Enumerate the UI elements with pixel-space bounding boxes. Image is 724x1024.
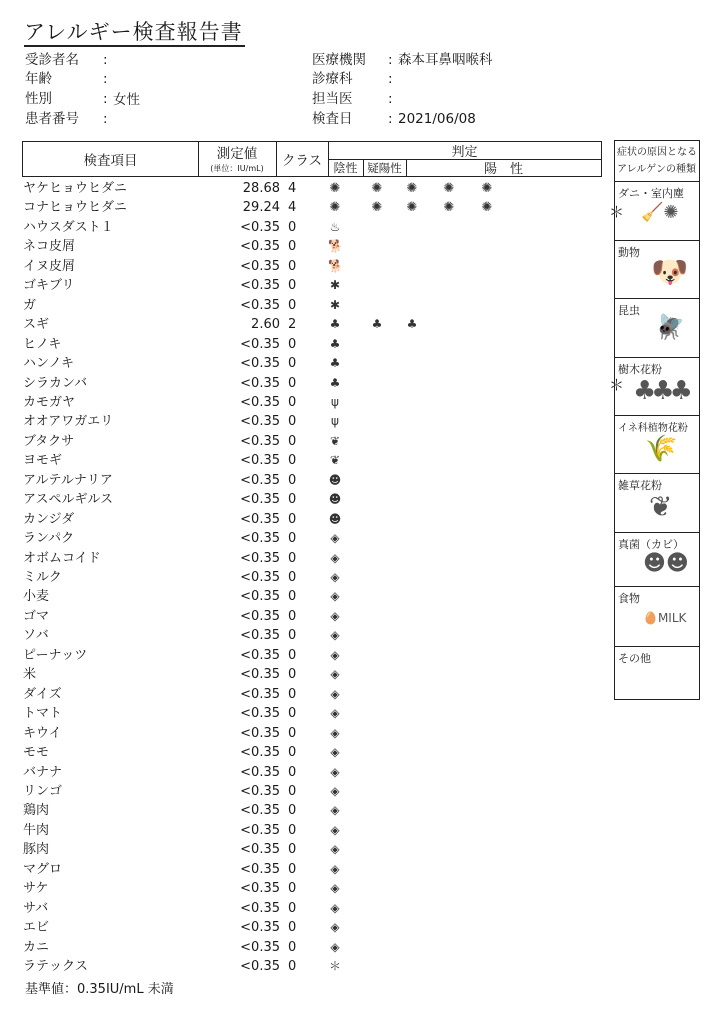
mite-icon: ✺ bbox=[371, 181, 383, 196]
header-negative: 陰性 bbox=[333, 161, 358, 175]
allergen-name: ラテックス bbox=[23, 959, 88, 974]
class-value: 0 bbox=[288, 531, 297, 547]
table-row bbox=[0, 374, 610, 393]
allergen-name: ヨモギ bbox=[23, 453, 63, 469]
allergen-name: コナヒョウヒダニ bbox=[23, 200, 128, 216]
class-value: 0 bbox=[288, 570, 297, 585]
mold-icon: ☻ bbox=[328, 492, 342, 507]
measured-value: <0.35 bbox=[240, 297, 280, 313]
class-value: 0 bbox=[288, 278, 297, 294]
department-sep: : bbox=[388, 71, 393, 87]
table-row bbox=[0, 685, 610, 704]
legend-heading bbox=[615, 141, 699, 181]
allergen-name: 米 bbox=[23, 667, 37, 683]
asterisk-icon: ＊ bbox=[609, 203, 625, 221]
class-value: 2 bbox=[288, 317, 297, 333]
class-value: 0 bbox=[288, 706, 297, 722]
class-value: 0 bbox=[288, 745, 297, 761]
allergen-name: エビ bbox=[23, 920, 50, 936]
class-value: 0 bbox=[288, 394, 297, 410]
allergen-name: ランパク bbox=[23, 531, 75, 547]
insect-icon: ✱ bbox=[329, 278, 341, 293]
allergen-name: ハンノキ bbox=[23, 356, 74, 372]
allergen-name: サケ bbox=[23, 881, 49, 897]
class-value: 0 bbox=[288, 920, 297, 936]
table-row bbox=[0, 938, 610, 957]
class-value: 0 bbox=[288, 686, 297, 702]
mite-icon: ✺ bbox=[481, 181, 493, 196]
table-row bbox=[0, 412, 610, 431]
allergen-name: ゴマ bbox=[23, 608, 50, 624]
class-value: 4 bbox=[288, 181, 297, 196]
table-row bbox=[0, 646, 610, 665]
legend-label: 樹木花粉 bbox=[618, 363, 662, 376]
class-value: 4 bbox=[288, 200, 297, 216]
allergen-name: 豚肉 bbox=[23, 842, 50, 858]
allergen-name: モモ bbox=[23, 745, 50, 761]
food-icon: ◈ bbox=[330, 706, 340, 721]
measured-value: <0.35 bbox=[240, 861, 280, 877]
table-row bbox=[0, 315, 610, 334]
class-value: 0 bbox=[288, 803, 297, 819]
class-value: 0 bbox=[288, 550, 297, 566]
allergen-name: ガ bbox=[23, 297, 37, 313]
food-icon: ◈ bbox=[330, 550, 340, 565]
class-value: 0 bbox=[288, 881, 297, 897]
legend-label: その他 bbox=[618, 652, 651, 665]
measured-value: <0.35 bbox=[240, 881, 280, 897]
class-value: 0 bbox=[288, 725, 297, 741]
class-value: 0 bbox=[288, 433, 297, 449]
class-value: 0 bbox=[288, 472, 297, 488]
legend-label: 動物 bbox=[618, 246, 640, 259]
measured-value: <0.35 bbox=[240, 570, 280, 585]
measured-value: <0.35 bbox=[240, 608, 280, 624]
table-row bbox=[0, 665, 610, 684]
measured-value: <0.35 bbox=[240, 959, 280, 974]
allergen-name: スギ bbox=[23, 317, 50, 333]
table-row bbox=[0, 432, 610, 451]
measured-value: <0.35 bbox=[240, 783, 280, 799]
table-row bbox=[0, 860, 610, 879]
table-row bbox=[0, 179, 610, 198]
measured-value: 29.24 bbox=[242, 200, 280, 216]
measured-value: <0.35 bbox=[240, 667, 280, 683]
allergen-name: ブタクサ bbox=[23, 433, 75, 449]
weed-icon: ❦ bbox=[649, 490, 673, 523]
food-icon: ◈ bbox=[330, 745, 340, 760]
table-row bbox=[0, 529, 610, 548]
table-row bbox=[0, 743, 610, 762]
table-row bbox=[0, 879, 610, 898]
measured-value: <0.35 bbox=[240, 356, 280, 372]
grass-pollen-icon: ψ bbox=[331, 414, 339, 429]
class-value: 0 bbox=[288, 258, 297, 274]
food-icon: ◈ bbox=[330, 686, 340, 701]
allergen-name: キウイ bbox=[23, 725, 62, 741]
class-value: 0 bbox=[288, 589, 297, 605]
asterisk-icon: ＊ bbox=[328, 959, 341, 973]
food-icon: ◈ bbox=[330, 861, 340, 876]
allergen-name: バナナ bbox=[23, 764, 63, 780]
mite-icon: ✺ bbox=[481, 200, 493, 216]
food-icon: ◈ bbox=[330, 667, 340, 682]
class-value: 0 bbox=[288, 861, 297, 877]
measured-value: <0.35 bbox=[240, 511, 280, 527]
table-row bbox=[0, 218, 610, 237]
legend-label: ダニ・室内塵 bbox=[618, 187, 684, 200]
legend-label: イネ科植物花粉 bbox=[618, 423, 688, 434]
class-value: 0 bbox=[288, 414, 297, 430]
department-label: 診療科 bbox=[312, 71, 353, 87]
allergen-name: ヒノキ bbox=[23, 336, 62, 352]
institution-sep: : bbox=[388, 52, 393, 68]
table-row bbox=[0, 782, 610, 801]
food-icon: ◈ bbox=[330, 608, 340, 623]
grass-icon: 🌾 bbox=[645, 434, 678, 464]
mite-icon: ✺ bbox=[329, 200, 341, 216]
table-row bbox=[0, 471, 610, 490]
animal-icon: 🐕 bbox=[328, 258, 343, 273]
tree-icon: ♣♣♣ bbox=[633, 376, 688, 406]
grass-pollen-icon: ψ bbox=[331, 394, 339, 409]
table-row bbox=[0, 840, 610, 859]
allergen-name: オボムコイド bbox=[23, 550, 101, 566]
class-value: 0 bbox=[288, 764, 297, 780]
insect-icon: ✱ bbox=[329, 297, 341, 312]
food-icon: ◈ bbox=[330, 783, 340, 798]
header-class: クラス bbox=[281, 153, 323, 169]
reference-value-note: 基準値：0.35IU/mL 未満 bbox=[25, 982, 174, 997]
mold-icon: ☻☻ bbox=[643, 551, 689, 576]
table-row bbox=[0, 957, 610, 976]
tree-pollen-icon: ♣ bbox=[329, 356, 341, 371]
table-row bbox=[0, 393, 610, 412]
mite-icon: ✺ bbox=[443, 181, 455, 196]
food-milk-icon: 🥚MILK bbox=[643, 611, 687, 625]
table-row bbox=[0, 451, 610, 470]
measured-value: <0.35 bbox=[240, 725, 280, 741]
class-value: 0 bbox=[288, 842, 297, 858]
measured-value: <0.35 bbox=[240, 745, 280, 761]
allergen-legend bbox=[614, 140, 700, 700]
tree-pollen-icon: ♣ bbox=[329, 336, 341, 351]
allergen-name: ピーナッツ bbox=[23, 647, 88, 663]
legend-section-grass-pollen bbox=[615, 415, 699, 473]
mite-dust-icon: 🧹✺ bbox=[641, 202, 679, 223]
weed-pollen-icon: ❦ bbox=[329, 453, 341, 468]
allergen-name: マグロ bbox=[23, 861, 63, 877]
legend-heading-line1: 症状の原因となる bbox=[617, 147, 697, 158]
food-icon: ◈ bbox=[330, 822, 340, 837]
report-title: アレルギー検査報告書 bbox=[24, 20, 245, 47]
measured-value: <0.35 bbox=[240, 686, 280, 702]
measured-value: 28.68 bbox=[242, 181, 280, 196]
allergen-name: トマト bbox=[23, 706, 63, 722]
measured-value: <0.35 bbox=[240, 803, 280, 819]
class-value: 0 bbox=[288, 492, 297, 508]
table-row bbox=[0, 918, 610, 937]
table-row bbox=[0, 198, 610, 217]
class-value: 0 bbox=[288, 900, 297, 916]
table-row bbox=[0, 587, 610, 606]
legend-label: 真菌（カビ） bbox=[618, 538, 684, 551]
mold-icon: ☻ bbox=[328, 472, 342, 487]
legend-section-insect bbox=[615, 298, 699, 357]
allergen-name: 鶏肉 bbox=[23, 803, 50, 819]
mold-icon: ☻ bbox=[328, 511, 342, 526]
class-value: 0 bbox=[288, 959, 297, 974]
allergen-name: カモガヤ bbox=[23, 394, 76, 410]
asterisk-icon: ＊ bbox=[609, 376, 625, 394]
patient-number-label: 患者番号 bbox=[25, 111, 79, 127]
exam-date-value: 2021/06/08 bbox=[398, 111, 476, 127]
allergen-name: イヌ皮屑 bbox=[23, 258, 76, 274]
allergen-name: ハウスダスト１ bbox=[23, 219, 114, 235]
tree-pollen-icon: ♣ bbox=[329, 375, 341, 390]
dog-icon: 🐶 bbox=[651, 255, 689, 290]
class-value: 0 bbox=[288, 608, 297, 624]
allergen-name: カニ bbox=[23, 939, 50, 955]
table-row bbox=[0, 821, 610, 840]
class-value: 0 bbox=[288, 375, 297, 391]
table-row bbox=[0, 276, 610, 295]
class-value: 0 bbox=[288, 511, 297, 527]
physician-sep: : bbox=[388, 91, 393, 107]
mite-icon: ✺ bbox=[443, 200, 455, 216]
measured-value: <0.35 bbox=[240, 394, 280, 410]
legend-section-tree-pollen bbox=[615, 357, 699, 415]
legend-heading-line2: アレルゲンの種類 bbox=[617, 164, 696, 175]
allergen-name: シラカンバ bbox=[23, 375, 88, 391]
food-icon: ◈ bbox=[330, 920, 340, 935]
food-icon: ◈ bbox=[330, 589, 340, 604]
measured-value: 2.60 bbox=[251, 317, 280, 333]
allergen-name: ミルク bbox=[23, 570, 62, 585]
patient-name-sep: : bbox=[103, 52, 108, 68]
results-table-body bbox=[0, 178, 610, 978]
measured-value: <0.35 bbox=[240, 706, 280, 722]
measured-value: <0.35 bbox=[240, 258, 280, 274]
table-row bbox=[0, 568, 610, 587]
food-icon: ◈ bbox=[330, 570, 340, 584]
table-row bbox=[0, 510, 610, 529]
class-value: 0 bbox=[288, 822, 297, 838]
header-value-unit: (単位：IU/mL) bbox=[210, 163, 264, 173]
table-row bbox=[0, 354, 610, 373]
class-value: 0 bbox=[288, 939, 297, 955]
class-value: 0 bbox=[288, 453, 297, 469]
measured-value: <0.35 bbox=[240, 628, 280, 644]
exam-date-sep: : bbox=[388, 111, 393, 127]
mite-icon: ✺ bbox=[406, 200, 418, 216]
table-row bbox=[0, 335, 610, 354]
measured-value: <0.35 bbox=[240, 453, 280, 469]
table-row bbox=[0, 549, 610, 568]
table-row bbox=[0, 237, 610, 256]
header-judgment: 判定 bbox=[451, 145, 478, 160]
sex-value: 女性 bbox=[113, 92, 140, 108]
sex-sep: : bbox=[103, 91, 108, 107]
measured-value: <0.35 bbox=[240, 219, 280, 235]
legend-label: 昆虫 bbox=[618, 304, 640, 317]
weed-pollen-icon: ❦ bbox=[329, 433, 341, 448]
table-row bbox=[0, 257, 610, 276]
legend-section-mold bbox=[615, 532, 699, 586]
food-icon: ◈ bbox=[330, 803, 340, 818]
measured-value: <0.35 bbox=[240, 939, 280, 955]
allergen-name: ネコ皮屑 bbox=[23, 239, 76, 255]
measured-value: <0.35 bbox=[240, 375, 280, 391]
class-value: 0 bbox=[288, 297, 297, 313]
food-icon: ◈ bbox=[330, 881, 340, 896]
sex-label: 性別 bbox=[25, 91, 52, 107]
table-row bbox=[0, 704, 610, 723]
tree-pollen-icon: ♣ bbox=[371, 317, 383, 332]
food-icon: ◈ bbox=[330, 939, 340, 954]
patient-number-sep: : bbox=[103, 111, 108, 127]
measured-value: <0.35 bbox=[240, 647, 280, 663]
legend-section-food bbox=[615, 586, 699, 646]
measured-value: <0.35 bbox=[240, 433, 280, 449]
class-value: 0 bbox=[288, 647, 297, 663]
class-value: 0 bbox=[288, 667, 297, 683]
physician-label: 担当医 bbox=[312, 91, 353, 107]
allergen-name: ゴキブリ bbox=[23, 278, 75, 294]
class-value: 0 bbox=[288, 783, 297, 799]
allergen-name: ヤケヒョウヒダニ bbox=[23, 181, 128, 196]
measured-value: <0.35 bbox=[240, 589, 280, 605]
table-row bbox=[0, 801, 610, 820]
measured-value: <0.35 bbox=[240, 822, 280, 838]
allergen-name: アスペルギルス bbox=[23, 492, 113, 508]
food-icon: ◈ bbox=[330, 900, 340, 915]
allergen-name: 小麦 bbox=[23, 589, 50, 605]
allergen-name: ソバ bbox=[23, 628, 49, 644]
legend-label: 食物 bbox=[618, 592, 640, 605]
table-row bbox=[0, 607, 610, 626]
food-icon: ◈ bbox=[330, 647, 340, 662]
measured-value: <0.35 bbox=[240, 278, 280, 294]
patient-name-label: 受診者名 bbox=[25, 52, 79, 68]
header-positive: 陽 性 bbox=[483, 162, 523, 177]
mite-icon: ✺ bbox=[329, 181, 341, 196]
table-row bbox=[0, 899, 610, 918]
food-icon: ◈ bbox=[330, 842, 340, 857]
food-icon: ◈ bbox=[330, 531, 340, 546]
class-value: 0 bbox=[288, 336, 297, 352]
house-dust-icon: ♨ bbox=[329, 219, 341, 234]
measured-value: <0.35 bbox=[240, 336, 280, 352]
allergen-name: オオアワガエリ bbox=[23, 414, 114, 430]
exam-date-label: 検査日 bbox=[312, 111, 353, 127]
header-test-item: 検査項目 bbox=[83, 153, 138, 169]
age-sep: : bbox=[103, 71, 108, 87]
food-icon: ◈ bbox=[330, 764, 340, 779]
measured-value: <0.35 bbox=[240, 531, 280, 547]
legend-label: 雑草花粉 bbox=[618, 479, 662, 492]
animal-icon: 🐕 bbox=[328, 239, 343, 254]
legend-section-other bbox=[615, 646, 699, 699]
class-value: 0 bbox=[288, 239, 297, 255]
allergen-name: ダイズ bbox=[23, 686, 62, 702]
measured-value: <0.35 bbox=[240, 239, 280, 255]
table-row bbox=[0, 763, 610, 782]
measured-value: <0.35 bbox=[240, 414, 280, 430]
table-row bbox=[0, 724, 610, 743]
results-table-header bbox=[22, 141, 602, 177]
class-value: 0 bbox=[288, 356, 297, 372]
allergen-name: サバ bbox=[23, 900, 49, 916]
table-row bbox=[0, 296, 610, 315]
institution-value: 森本耳鼻咽喉科 bbox=[398, 52, 493, 68]
food-icon: ◈ bbox=[330, 725, 340, 740]
tree-pollen-icon: ♣ bbox=[406, 317, 418, 332]
allergen-name: 牛肉 bbox=[23, 822, 50, 838]
measured-value: <0.35 bbox=[240, 842, 280, 858]
age-label: 年齢 bbox=[25, 71, 52, 87]
mite-icon: ✺ bbox=[406, 181, 418, 196]
header-measured-value: 測定値 bbox=[216, 146, 258, 162]
measured-value: <0.35 bbox=[240, 550, 280, 566]
header-borderline: 疑陽性 bbox=[367, 160, 402, 175]
class-value: 0 bbox=[288, 219, 297, 235]
legend-section-weed-pollen bbox=[615, 473, 699, 532]
measured-value: <0.35 bbox=[240, 900, 280, 916]
legend-section-mite-dust bbox=[615, 181, 699, 240]
allergen-name: カンジダ bbox=[23, 511, 75, 527]
legend-section-animal bbox=[615, 240, 699, 298]
tree-pollen-icon: ♣ bbox=[329, 317, 341, 332]
table-row bbox=[0, 490, 610, 509]
measured-value: <0.35 bbox=[240, 472, 280, 488]
measured-value: <0.35 bbox=[240, 764, 280, 780]
insect-icon: 🪰 bbox=[655, 313, 685, 341]
measured-value: <0.35 bbox=[240, 492, 280, 508]
allergen-name: アルテルナリア bbox=[23, 472, 113, 488]
table-row bbox=[0, 626, 610, 645]
class-value: 0 bbox=[288, 628, 297, 644]
food-icon: ◈ bbox=[330, 628, 340, 643]
allergen-name: リンゴ bbox=[23, 783, 63, 799]
measured-value: <0.35 bbox=[240, 920, 280, 936]
mite-icon: ✺ bbox=[371, 200, 383, 216]
institution-label: 医療機関 bbox=[312, 52, 366, 68]
